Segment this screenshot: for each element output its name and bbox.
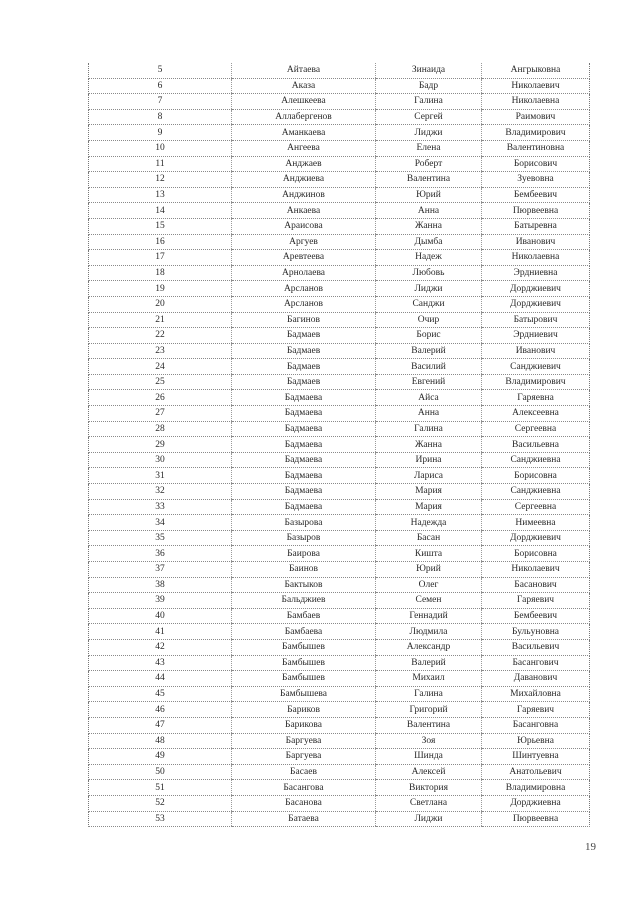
last-name-cell: Айтаева xyxy=(232,63,376,78)
row-number-cell: 11 xyxy=(89,156,232,172)
row-number-cell: 48 xyxy=(89,733,232,749)
table-row xyxy=(89,608,590,624)
last-name-cell: Анджиева xyxy=(232,172,376,188)
last-name-cell: Бальджиев xyxy=(232,593,376,609)
roster-table-body xyxy=(89,63,590,827)
patronymic-cell: Юрьевна xyxy=(482,733,590,749)
table-row xyxy=(89,265,590,281)
first-name-cell: Кишта xyxy=(376,546,482,562)
patronymic-cell: Сергеевна xyxy=(482,421,590,437)
patronymic-cell: Николаевич xyxy=(482,562,590,578)
first-name-cell: Шинда xyxy=(376,749,482,765)
patronymic-cell: Борисовна xyxy=(482,546,590,562)
row-number-cell: 51 xyxy=(89,780,232,796)
last-name-cell: Батаева xyxy=(232,811,376,827)
patronymic-cell: Николаевна xyxy=(482,250,590,266)
table-row xyxy=(89,250,590,266)
first-name-cell: Очир xyxy=(376,312,482,328)
table-row xyxy=(89,671,590,687)
row-number-cell: 52 xyxy=(89,795,232,811)
patronymic-cell: Дорджиевич xyxy=(482,281,590,297)
row-number-cell: 13 xyxy=(89,187,232,203)
row-number-cell: 45 xyxy=(89,686,232,702)
row-number-cell: 33 xyxy=(89,499,232,515)
first-name-cell: Михаил xyxy=(376,671,482,687)
last-name-cell: Басанова xyxy=(232,795,376,811)
table-row xyxy=(89,577,590,593)
patronymic-cell: Гаряевич xyxy=(482,593,590,609)
patronymic-cell: Батырович xyxy=(482,312,590,328)
first-name-cell: Лиджи xyxy=(376,125,482,141)
table-row xyxy=(89,312,590,328)
first-name-cell: Григорий xyxy=(376,702,482,718)
patronymic-cell: Дорджиевич xyxy=(482,530,590,546)
patronymic-cell: Басанович xyxy=(482,577,590,593)
table-row xyxy=(89,546,590,562)
row-number-cell: 35 xyxy=(89,530,232,546)
table-row xyxy=(89,359,590,375)
table-row xyxy=(89,639,590,655)
row-number-cell: 38 xyxy=(89,577,232,593)
last-name-cell: Базыров xyxy=(232,530,376,546)
row-number-cell: 7 xyxy=(89,94,232,110)
patronymic-cell: Санджиевич xyxy=(482,359,590,375)
first-name-cell: Мария xyxy=(376,484,482,500)
row-number-cell: 26 xyxy=(89,390,232,406)
patronymic-cell: Николаевич xyxy=(482,78,590,94)
patronymic-cell: Санджиевна xyxy=(482,484,590,500)
table-row xyxy=(89,624,590,640)
last-name-cell: Бадмаев xyxy=(232,359,376,375)
patronymic-cell: Зуевовна xyxy=(482,172,590,188)
table-row xyxy=(89,717,590,733)
table-row xyxy=(89,452,590,468)
patronymic-cell: Николаевна xyxy=(482,94,590,110)
last-name-cell: Бадмаев xyxy=(232,343,376,359)
last-name-cell: Басангова xyxy=(232,780,376,796)
first-name-cell: Ирина xyxy=(376,452,482,468)
table-row xyxy=(89,437,590,453)
first-name-cell: Бадр xyxy=(376,78,482,94)
last-name-cell: Баинов xyxy=(232,562,376,578)
first-name-cell: Лиджи xyxy=(376,281,482,297)
patronymic-cell: Михайловна xyxy=(482,686,590,702)
table-row xyxy=(89,296,590,312)
row-number-cell: 28 xyxy=(89,421,232,437)
patronymic-cell: Борисович xyxy=(482,156,590,172)
row-number-cell: 31 xyxy=(89,468,232,484)
row-number-cell: 23 xyxy=(89,343,232,359)
table-row xyxy=(89,125,590,141)
last-name-cell: Аманкаева xyxy=(232,125,376,141)
table-row xyxy=(89,63,590,78)
patronymic-cell: Раимович xyxy=(482,109,590,125)
patronymic-cell: Гаряевна xyxy=(482,390,590,406)
row-number-cell: 9 xyxy=(89,125,232,141)
first-name-cell: Валентина xyxy=(376,717,482,733)
table-row xyxy=(89,468,590,484)
last-name-cell: Базырова xyxy=(232,515,376,531)
last-name-cell: Анкаева xyxy=(232,203,376,219)
row-number-cell: 15 xyxy=(89,218,232,234)
patronymic-cell: Батыревна xyxy=(482,218,590,234)
row-number-cell: 5 xyxy=(89,63,232,78)
first-name-cell: Геннадий xyxy=(376,608,482,624)
patronymic-cell: Эрдниевна xyxy=(482,265,590,281)
last-name-cell: Бадмаева xyxy=(232,421,376,437)
page-number: 19 xyxy=(585,841,596,853)
first-name-cell: Валерий xyxy=(376,343,482,359)
first-name-cell: Семен xyxy=(376,593,482,609)
table-row xyxy=(89,374,590,390)
last-name-cell: Анджаев xyxy=(232,156,376,172)
last-name-cell: Бамбаева xyxy=(232,624,376,640)
first-name-cell: Галина xyxy=(376,686,482,702)
table-row xyxy=(89,390,590,406)
table-row xyxy=(89,811,590,827)
first-name-cell: Мария xyxy=(376,499,482,515)
first-name-cell: Надеж xyxy=(376,250,482,266)
patronymic-cell: Басанговна xyxy=(482,717,590,733)
last-name-cell: Бадмаев xyxy=(232,374,376,390)
row-number-cell: 29 xyxy=(89,437,232,453)
last-name-cell: Бадмаева xyxy=(232,437,376,453)
row-number-cell: 12 xyxy=(89,172,232,188)
row-number-cell: 39 xyxy=(89,593,232,609)
first-name-cell: Юрий xyxy=(376,187,482,203)
table-row xyxy=(89,328,590,344)
last-name-cell: Бактыков xyxy=(232,577,376,593)
patronymic-cell: Валентиновна xyxy=(482,140,590,156)
last-name-cell: Бадмаев xyxy=(232,328,376,344)
table-row xyxy=(89,733,590,749)
patronymic-cell: Бульуновна xyxy=(482,624,590,640)
table-row xyxy=(89,187,590,203)
table-row xyxy=(89,156,590,172)
last-name-cell: Аказа xyxy=(232,78,376,94)
first-name-cell: Елена xyxy=(376,140,482,156)
last-name-cell: Бамбышев xyxy=(232,655,376,671)
first-name-cell: Санджи xyxy=(376,296,482,312)
first-name-cell: Борис xyxy=(376,328,482,344)
row-number-cell: 20 xyxy=(89,296,232,312)
row-number-cell: 34 xyxy=(89,515,232,531)
patronymic-cell: Нимеевна xyxy=(482,515,590,531)
patronymic-cell: Васильевна xyxy=(482,437,590,453)
row-number-cell: 47 xyxy=(89,717,232,733)
table-row xyxy=(89,780,590,796)
row-number-cell: 25 xyxy=(89,374,232,390)
last-name-cell: Барикова xyxy=(232,717,376,733)
patronymic-cell: Ангрыковна xyxy=(482,63,590,78)
row-number-cell: 41 xyxy=(89,624,232,640)
patronymic-cell: Бембеевич xyxy=(482,608,590,624)
row-number-cell: 27 xyxy=(89,406,232,422)
row-number-cell: 30 xyxy=(89,452,232,468)
table-row xyxy=(89,234,590,250)
first-name-cell: Василий xyxy=(376,359,482,375)
last-name-cell: Аревтеева xyxy=(232,250,376,266)
last-name-cell: Араисова xyxy=(232,218,376,234)
last-name-cell: Ангеева xyxy=(232,140,376,156)
row-number-cell: 21 xyxy=(89,312,232,328)
last-name-cell: Баргуева xyxy=(232,749,376,765)
patronymic-cell: Санджиевна xyxy=(482,452,590,468)
first-name-cell: Дымба xyxy=(376,234,482,250)
row-number-cell: 10 xyxy=(89,140,232,156)
first-name-cell: Галина xyxy=(376,421,482,437)
table-row xyxy=(89,530,590,546)
last-name-cell: Баирова xyxy=(232,546,376,562)
first-name-cell: Юрий xyxy=(376,562,482,578)
patronymic-cell: Владимирович xyxy=(482,374,590,390)
table-row xyxy=(89,795,590,811)
row-number-cell: 22 xyxy=(89,328,232,344)
last-name-cell: Бадмаева xyxy=(232,390,376,406)
table-row xyxy=(89,655,590,671)
row-number-cell: 6 xyxy=(89,78,232,94)
row-number-cell: 14 xyxy=(89,203,232,219)
patronymic-cell: Дорджиевич xyxy=(482,296,590,312)
last-name-cell: Аргуев xyxy=(232,234,376,250)
first-name-cell: Людмила xyxy=(376,624,482,640)
table-row xyxy=(89,78,590,94)
last-name-cell: Бамбышев xyxy=(232,639,376,655)
first-name-cell: Зоя xyxy=(376,733,482,749)
table-row xyxy=(89,499,590,515)
patronymic-cell: Бембеевич xyxy=(482,187,590,203)
table-row xyxy=(89,764,590,780)
patronymic-cell: Пюрвеевна xyxy=(482,203,590,219)
row-number-cell: 24 xyxy=(89,359,232,375)
last-name-cell: Алешкеева xyxy=(232,94,376,110)
table-row xyxy=(89,702,590,718)
last-name-cell: Бамбышев xyxy=(232,671,376,687)
row-number-cell: 40 xyxy=(89,608,232,624)
row-number-cell: 42 xyxy=(89,639,232,655)
patronymic-cell: Владимирович xyxy=(482,125,590,141)
table-row xyxy=(89,94,590,110)
first-name-cell: Евгений xyxy=(376,374,482,390)
last-name-cell: Арсланов xyxy=(232,296,376,312)
last-name-cell: Аллабергенов xyxy=(232,109,376,125)
patronymic-cell: Гаряевич xyxy=(482,702,590,718)
row-number-cell: 37 xyxy=(89,562,232,578)
table-row xyxy=(89,515,590,531)
last-name-cell: Бадмаева xyxy=(232,484,376,500)
last-name-cell: Бадмаева xyxy=(232,452,376,468)
patronymic-cell: Пюрвеевна xyxy=(482,811,590,827)
table-row xyxy=(89,749,590,765)
first-name-cell: Валентина xyxy=(376,172,482,188)
last-name-cell: Бамбышева xyxy=(232,686,376,702)
row-number-cell: 36 xyxy=(89,546,232,562)
first-name-cell: Виктория xyxy=(376,780,482,796)
row-number-cell: 8 xyxy=(89,109,232,125)
first-name-cell: Лариса xyxy=(376,468,482,484)
first-name-cell: Галина xyxy=(376,94,482,110)
row-number-cell: 50 xyxy=(89,764,232,780)
first-name-cell: Светлана xyxy=(376,795,482,811)
patronymic-cell: Васильевич xyxy=(482,639,590,655)
last-name-cell: Арнолаева xyxy=(232,265,376,281)
row-number-cell: 43 xyxy=(89,655,232,671)
last-name-cell: Бадмаева xyxy=(232,406,376,422)
last-name-cell: Баргуева xyxy=(232,733,376,749)
first-name-cell: Сергей xyxy=(376,109,482,125)
table-row xyxy=(89,281,590,297)
first-name-cell: Александр xyxy=(376,639,482,655)
first-name-cell: Валерий xyxy=(376,655,482,671)
table-row xyxy=(89,218,590,234)
patronymic-cell: Борисовна xyxy=(482,468,590,484)
patronymic-cell: Иванович xyxy=(482,343,590,359)
table-row xyxy=(89,109,590,125)
table-row xyxy=(89,484,590,500)
table-row xyxy=(89,343,590,359)
last-name-cell: Басаев xyxy=(232,764,376,780)
row-number-cell: 44 xyxy=(89,671,232,687)
first-name-cell: Анна xyxy=(376,203,482,219)
last-name-cell: Бамбаев xyxy=(232,608,376,624)
first-name-cell: Жанна xyxy=(376,218,482,234)
patronymic-cell: Алексеевна xyxy=(482,406,590,422)
patronymic-cell: Шинтуевна xyxy=(482,749,590,765)
first-name-cell: Айса xyxy=(376,390,482,406)
last-name-cell: Бариков xyxy=(232,702,376,718)
patronymic-cell: Сергеевна xyxy=(482,499,590,515)
first-name-cell: Олег xyxy=(376,577,482,593)
patronymic-cell: Владимировна xyxy=(482,780,590,796)
first-name-cell: Алексей xyxy=(376,764,482,780)
first-name-cell: Зинаида xyxy=(376,63,482,78)
first-name-cell: Лиджи xyxy=(376,811,482,827)
table-row xyxy=(89,593,590,609)
first-name-cell: Басан xyxy=(376,530,482,546)
first-name-cell: Надежда xyxy=(376,515,482,531)
last-name-cell: Анджинов xyxy=(232,187,376,203)
table-row xyxy=(89,686,590,702)
table-row xyxy=(89,203,590,219)
row-number-cell: 32 xyxy=(89,484,232,500)
table-row xyxy=(89,421,590,437)
patronymic-cell: Даванович xyxy=(482,671,590,687)
patronymic-cell: Дорджиевна xyxy=(482,795,590,811)
first-name-cell: Анна xyxy=(376,406,482,422)
table-row xyxy=(89,406,590,422)
roster-table xyxy=(88,63,590,827)
last-name-cell: Бадмаева xyxy=(232,468,376,484)
row-number-cell: 53 xyxy=(89,811,232,827)
row-number-cell: 19 xyxy=(89,281,232,297)
row-number-cell: 17 xyxy=(89,250,232,266)
table-row xyxy=(89,562,590,578)
first-name-cell: Жанна xyxy=(376,437,482,453)
patronymic-cell: Эрдниевич xyxy=(482,328,590,344)
patronymic-cell: Анатольевич xyxy=(482,764,590,780)
table-row xyxy=(89,172,590,188)
row-number-cell: 46 xyxy=(89,702,232,718)
row-number-cell: 49 xyxy=(89,749,232,765)
row-number-cell: 16 xyxy=(89,234,232,250)
first-name-cell: Роберт xyxy=(376,156,482,172)
first-name-cell: Любовь xyxy=(376,265,482,281)
patronymic-cell: Басангович xyxy=(482,655,590,671)
row-number-cell: 18 xyxy=(89,265,232,281)
patronymic-cell: Иванович xyxy=(482,234,590,250)
last-name-cell: Багинов xyxy=(232,312,376,328)
last-name-cell: Бадмаева xyxy=(232,499,376,515)
table-row xyxy=(89,140,590,156)
last-name-cell: Арсланов xyxy=(232,281,376,297)
